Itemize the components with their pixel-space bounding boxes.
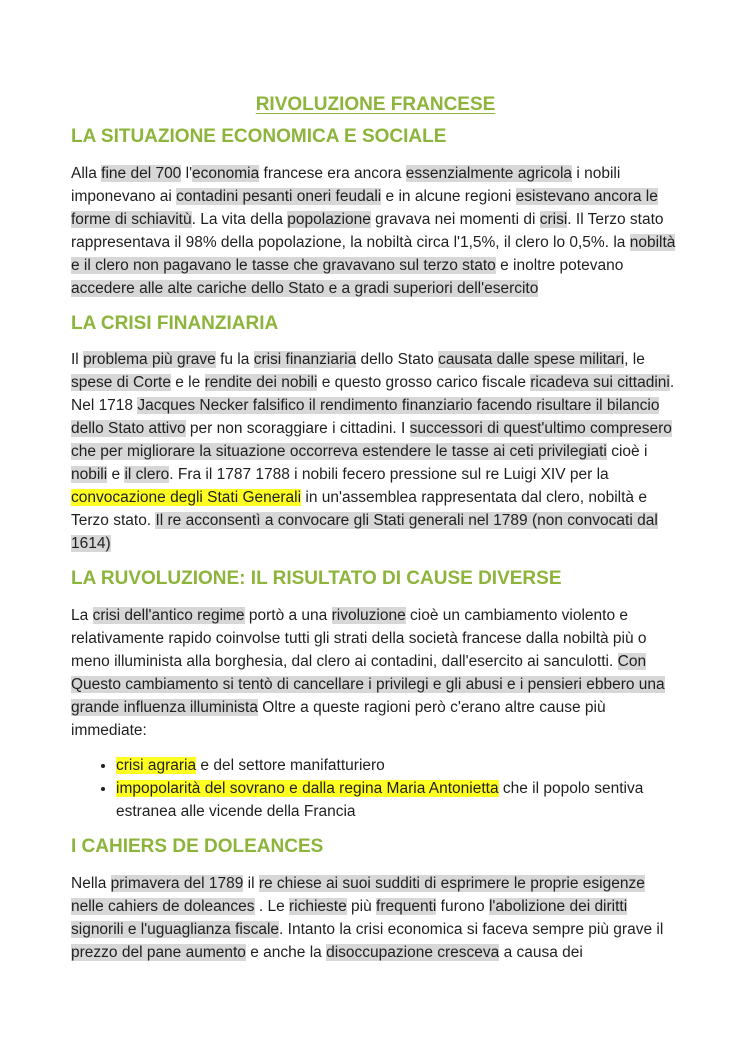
- document-title: RIVOLUZIONE FRANCESE: [255, 94, 496, 115]
- paragraph-economic-social: Alla fine del 700 l'economia francese era ancora essenzialmente agricola i nobili imponevano ai contadini pesanti oneri feudali e in alcune regioni esistevano ancora le forme di schiavitù. La vita della popolazione gravava nei momenti di crisi. Il Terzo stato rappresentava il 98% della popolazione, la nobiltà circa l'1,5%, il clero lo 0,5%. la nobiltà e il clero non pagavano le tasse che gravavano sul terzo stato e inoltre potevano accedere alle alte cariche dello Stato e a gradi superiori dell'esercito: [71, 165, 676, 297]
- section-heading-revolution-causes: LA RUVOLUZIONE: IL RISULTATO DI CAUSE DIVERSE: [71, 568, 562, 589]
- paragraph-revolution-causes: La crisi dell'antico regime portò a una rivoluzione cioè un cambiamento violento e relativamente rapido coinvolse tutti gli strati della società francese dalla nobiltà più o meno illuminista alla borghesia, dal clero ai contadini, dall'esercito ai sanculotti. Con Questo cambiamento si tentò di cancellare i privilegi e gli abusi e i pensieri ebbero una grande influenza illuminista Oltre a queste ragioni però c'erano altre cause più immediate:: [71, 607, 665, 739]
- paragraph-financial-crisis: Il problema più grave fu la crisi finanziaria dello Stato causata dalle spese militari, le spese di Corte e le rendite dei nobili e questo grosso carico fiscale ricadeva sui cittadini. Nel 1718 Jacques Necker falsifico il rendimento finanziario facendo risultare il bilancio dello Stato attivo per non scoraggiare i cittadini. I successori di quest'ultimo compresero che per migliorare la situazione occorreva estendere le tasse ai ceti privilegiati cioè i nobili e il clero. Fra il 1787 1788 i nobili fecero pressione sul re Luigi XIV per la convocazione degli Stati Generali in un'assemblea rappresentata dal clero, nobiltà e Terzo stato. Il re acconsentì a convocare gli Stati generali nel 1789 (non convocati dal 1614): [71, 351, 675, 552]
- causes-list: [71, 754, 680, 823]
- paragraph-cahiers: Nella primavera del 1789 il re chiese ai suoi sudditi di esprimere le proprie esigenze nelle cahiers de doleances . Le richieste più frequenti furono l'abolizione dei diritti signorili e l'uguaglianza fiscale. Intanto la crisi economica si faceva sempre più grave il prezzo del pane aumento e anche la disoccupazione cresceva a causa dei: [71, 875, 664, 961]
- section-heading-cahiers: I CAHIERS DE DOLEANCES: [71, 836, 324, 857]
- section-heading-financial-crisis: LA CRISI FINANZIARIA: [71, 313, 279, 334]
- list-item: • impopolarità del sovrano e dalla regina Maria Antonietta che il popolo sentiva estranea alle vicende della Francia: [116, 777, 680, 823]
- section-heading-economic-social: LA SITUAZIONE ECONOMICA E SOCIALE: [71, 126, 447, 147]
- list-item: • crisi agraria e del settore manifatturiero: [116, 754, 680, 777]
